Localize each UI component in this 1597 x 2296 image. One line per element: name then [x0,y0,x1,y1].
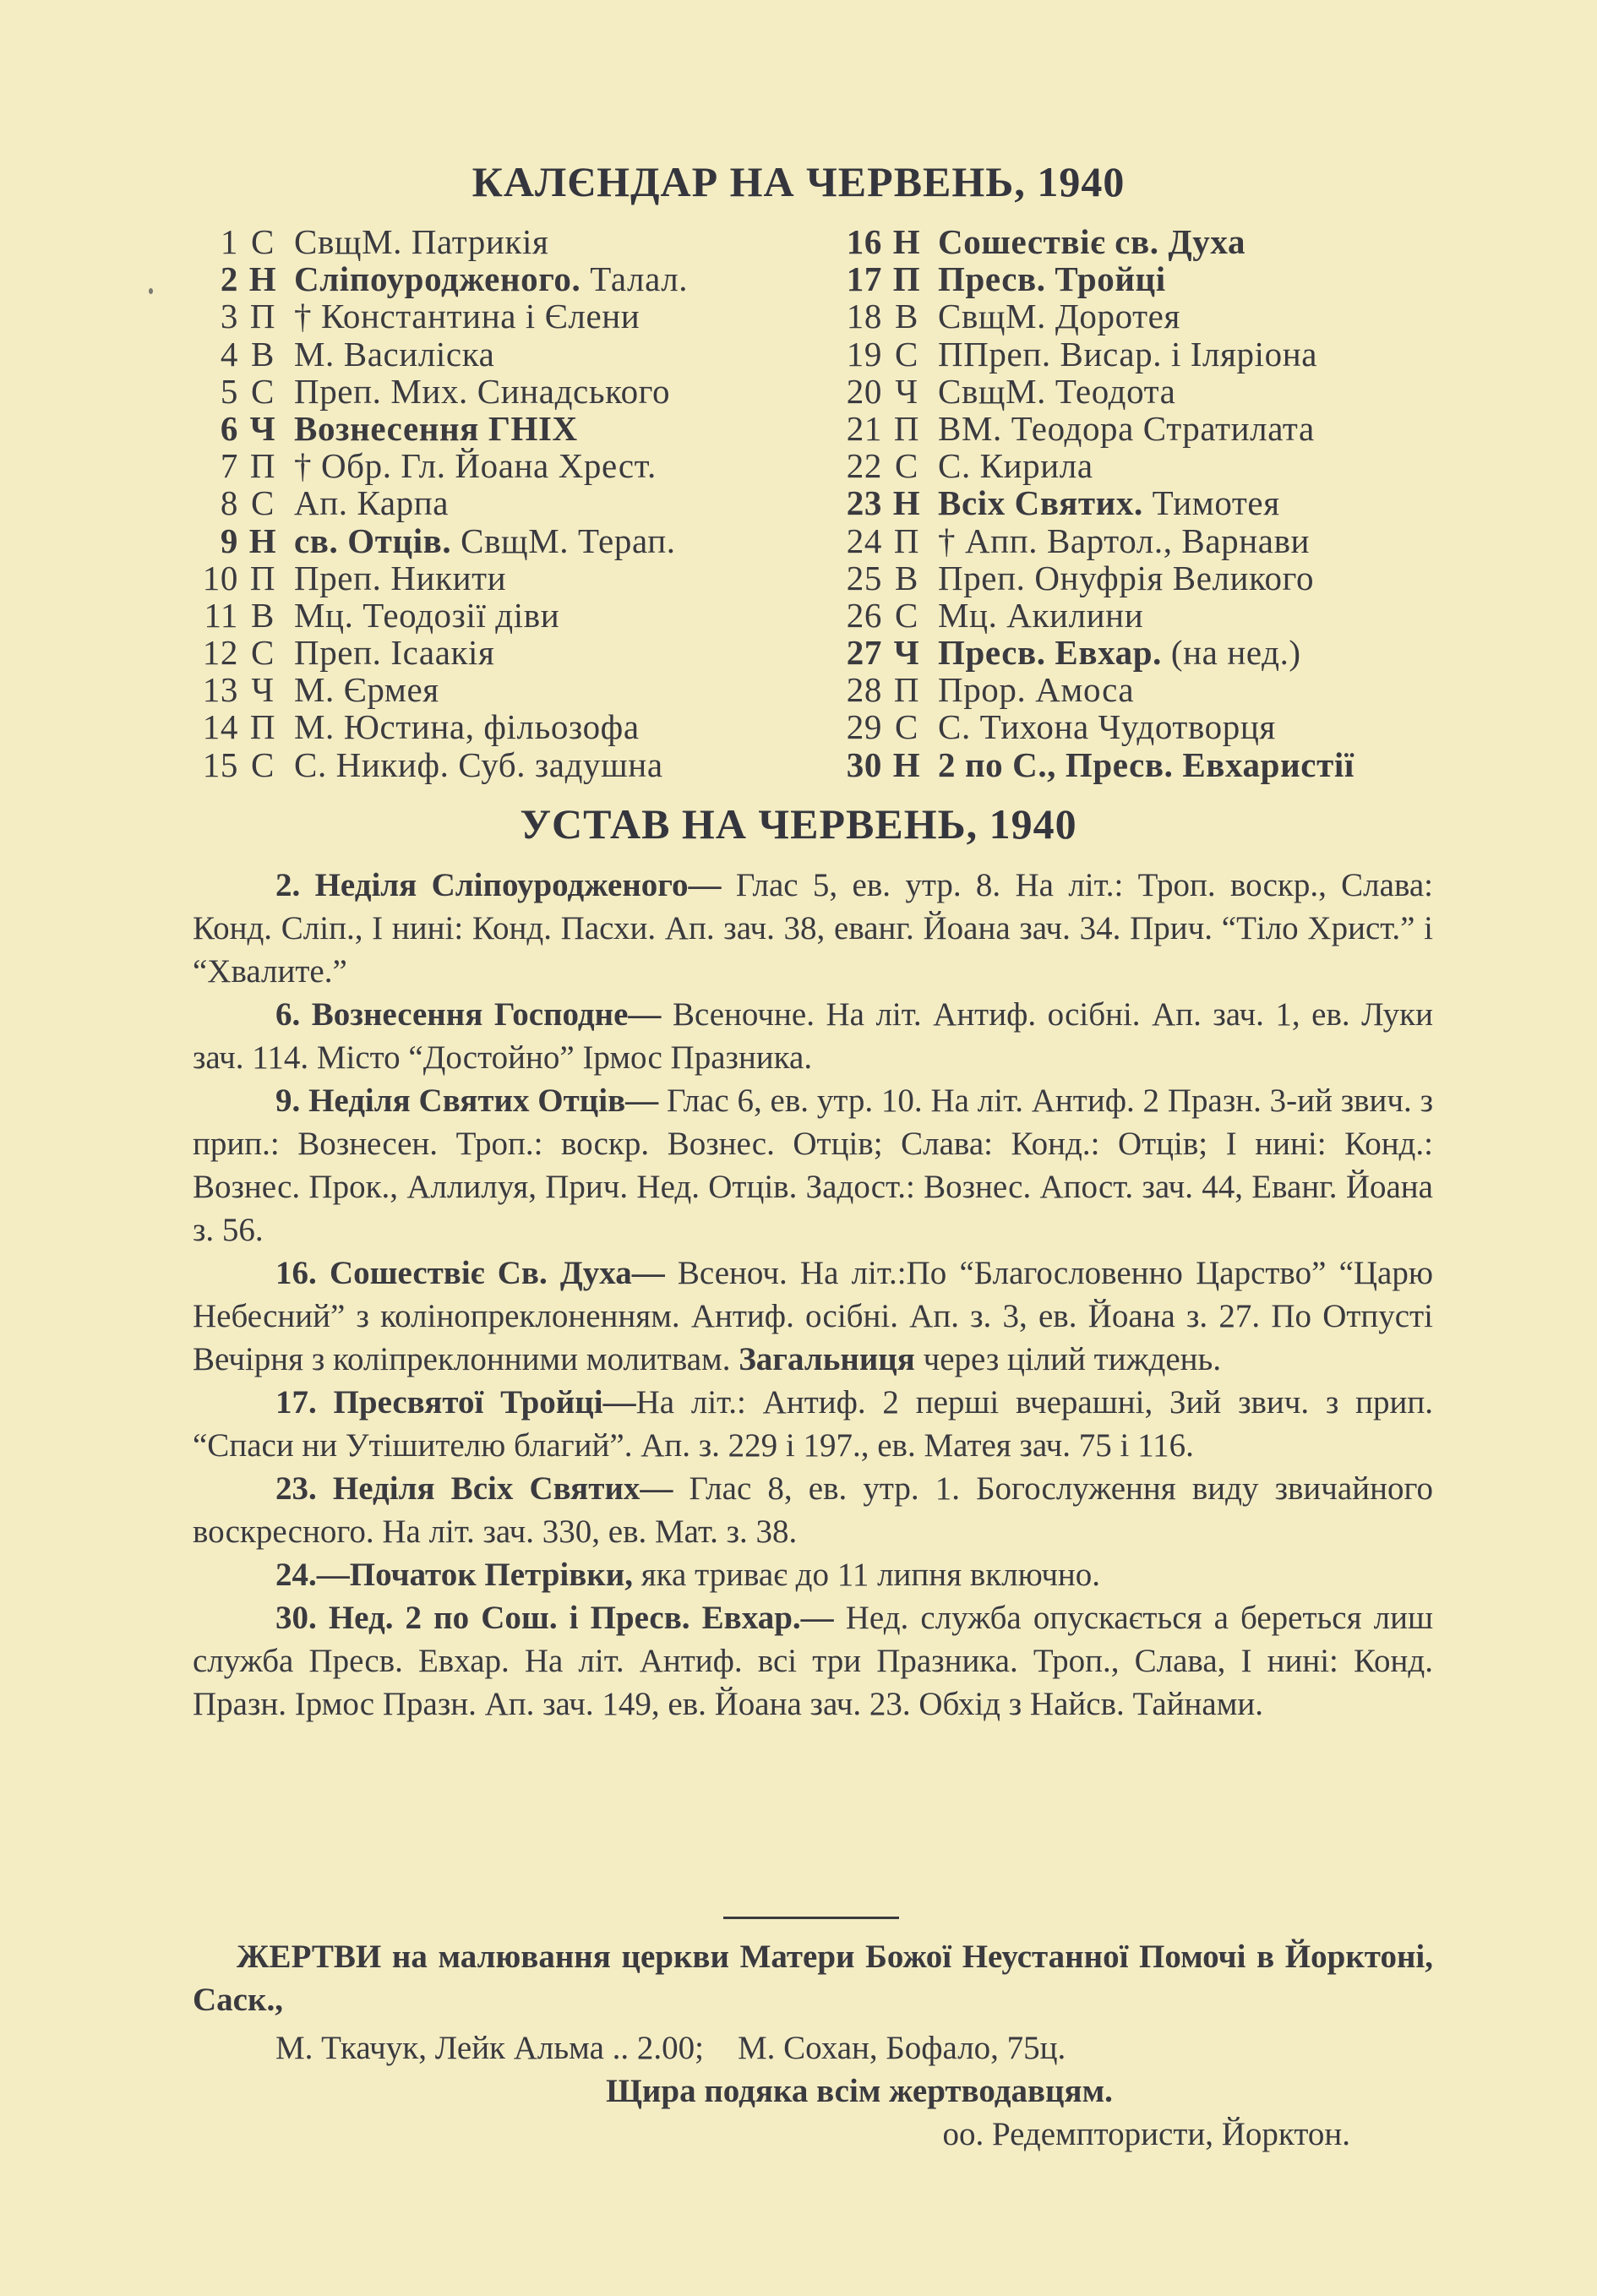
day-of-week: В [251,334,275,374]
day-feast [294,372,670,411]
day-feast [938,745,1354,784]
day-of-week: С [251,222,275,261]
ustav-paragraph [193,1079,1433,1252]
ustav-text: через цілий тиждень. [914,1341,1222,1377]
calendar-row [196,223,813,260]
day-number: 18 [846,297,882,336]
donation-item: М. Ткачук, Лейк Альма .. 2.00; [275,2030,704,2066]
calendar-row [840,746,1457,783]
calendar-row [196,746,813,783]
day-number: 23 [846,483,882,523]
feast-text: Мц. Теодозії діви [294,595,560,635]
ustav-heading: 17. Пресвятої Тройці— [275,1384,636,1421]
day-number: 29 [846,707,882,747]
calendar-row [840,522,1457,559]
calendar-row [196,559,813,597]
ustav-heading: 23. Неділя Всіх Святих— [275,1470,673,1507]
day-of-week: Н [892,483,921,523]
ustav-heading: 2. Неділя Сліпоуродженого— [275,867,722,903]
day-feast [938,222,1245,261]
ustav-heading: 6. Вознесення Господне— [275,996,662,1033]
feast-text: Преп. Никити [294,558,507,597]
day-number: 27 [846,633,882,673]
day-feast [938,409,1315,448]
ustav-text: Нед. служба опускається а береться лиш служба Пресв. Евхар. На літ. Антиф. всі три Празника. Троп., Слава, І нині: Конд. Празн. Ірмос Празн. Ап. зач. 149, ев. Йоана зач. 23. Обхід з Найсв. Тайнами. [193,1600,1433,1722]
ustav-paragraph [193,1252,1433,1381]
day-number: 2 [220,259,238,299]
day-number: 15 [202,744,238,784]
ustav-text: Всеноч. На літ.:По “Благословенно Царство” “Царю Небесний” з колінопреклоненням. Антиф. осібні. Ап. з. 3, ев. Йоана з. 27. По Отпусті Вечірня з коліпреклонними молитвам. [193,1255,1433,1377]
feast-text: М. Василіска [294,334,495,374]
calendar-row [196,447,813,484]
day-feast [294,707,640,746]
calendar-title: КАЛЄНДАР НА ЧЕРВЕНЬ, 1940 [471,158,1126,205]
ustav-heading: 30. Нед. 2 по Сош. і Пресв. Евхар.— [275,1600,834,1636]
day-of-week: С [251,483,275,523]
day-feast [294,483,449,522]
day-number: 12 [202,633,238,673]
feast-text: Преп. Ісаакія [294,633,495,673]
ustav-text: Глас 6, ев. утр. 10. На літ. Антиф. 2 Празн. 3-ий звич. з прип.: Вознесен. Троп.: воскр. Вознес. Отців; Слава: Конд.: Отців; І нині: Конд.: Вознес. Прок., Аллилуя, Прич. Нед. Отців. Задост.: Вознес. Апост. зач. 44, Еванг. Йоана з. 56. [193,1083,1433,1248]
calendar-row [196,708,813,745]
day-of-week: Ч [893,633,920,673]
feast-text: С. Тихона Чудотворця [938,707,1276,747]
day-feast [938,372,1175,411]
calendar-row [196,671,813,708]
feast-text: † Апп. Вартол., Варнави [938,521,1311,560]
calendar-row [840,671,1457,708]
day-feast [294,633,494,672]
calendar-row [840,335,1457,373]
day-feast [294,259,688,298]
day-number: 28 [846,670,882,710]
day-number: 22 [846,446,882,486]
feast-text: СвщМ. Терап. [451,521,676,560]
day-feast [938,335,1317,374]
day-of-week: П [893,670,920,710]
feast-bold: Всіх Святих. [938,483,1143,523]
calendar-row [840,410,1457,447]
calendar-row [196,597,813,634]
donations-items [193,2026,1433,2070]
calendar-row [840,447,1457,484]
ustav-text: Глас 8, ев. утр. 1. Богослуження виду звичайного воскресного. На літ. зач. 330, ев. Мат. з. 38. [193,1470,1433,1550]
day-number: 25 [846,558,882,597]
day-feast [294,745,663,784]
day-number: 26 [846,595,882,635]
calendar-row [196,410,813,447]
day-number: 10 [202,558,238,597]
day-number: 6 [220,408,238,448]
feast-text: Преп. Мих. Синадського [294,371,671,411]
day-feast [938,483,1280,522]
feast-text: М. Юстина, фільозофа [294,707,640,747]
calendar-left-column [196,223,813,783]
feast-text: ППреп. Висар. і Іляріона [938,334,1318,374]
day-feast [294,297,640,335]
day-feast [938,670,1134,709]
day-number: 14 [202,707,238,747]
day-of-week: П [249,297,276,336]
calendar-row [840,708,1457,745]
ustav-heading: 16. Сошествіє Св. Духа— [275,1255,665,1291]
day-number: 7 [220,446,238,486]
day-number: 4 [220,334,238,374]
day-feast [938,521,1310,560]
day-feast [294,670,439,709]
day-feast [294,559,506,597]
day-of-week: Н [892,222,921,261]
day-number: 17 [846,259,882,299]
day-feast [294,222,548,261]
day-feast [938,559,1314,597]
calendar-row [196,484,813,521]
day-of-week: С [895,334,918,374]
ustav-paragraph [193,1467,1433,1553]
day-of-week: Н [248,521,277,560]
day-of-week: П [249,558,276,597]
feast-text: † Обр. Гл. Йоана Хрест. [294,446,657,486]
feast-text: Преп. Онуфрія Великого [938,558,1315,597]
ustav-paragraph [193,1596,1433,1726]
day-of-week: Ч [251,670,275,710]
feast-bold: Сошествіє св. Духа [938,222,1246,261]
feast-text: † Константина і Єлени [294,297,640,336]
day-of-week: С [895,595,918,635]
calendar-row [840,597,1457,634]
feast-bold: Пресв. Тройці [938,259,1166,299]
day-of-week: П [249,707,276,747]
day-of-week: Ч [249,408,276,448]
feast-text: Мц. Акилини [938,595,1144,635]
calendar-row [840,297,1457,335]
day-feast [294,409,578,448]
day-of-week: В [895,558,918,597]
ustav-paragraph [193,1553,1433,1596]
day-number: 5 [220,371,238,411]
feast-text: С. Никиф. Суб. задушна [294,744,663,784]
calendar-row [196,297,813,335]
day-feast [294,521,676,560]
donations-thanks: Щира подяка всім жертводавцям. [606,2073,1113,2109]
feast-text: СвщМ. Патрикія [294,222,549,261]
day-of-week: С [895,707,918,747]
divider [723,1917,899,1919]
calendar-row [196,373,813,410]
ustav-heading: Загальниця [739,1341,915,1377]
day-feast [938,633,1301,672]
calendar-row [840,634,1457,671]
feast-text: Тимотея [1142,483,1280,523]
calendar-row [196,260,813,297]
day-of-week: П [893,521,920,560]
day-feast [294,596,559,635]
day-feast [294,446,657,485]
day-of-week: Н [892,744,921,784]
ink-spot [149,288,153,294]
ustav-text: Всеночне. На літ. Антиф. осібні. Ап. зач. 1, ев. Луки зач. 114. Місто “Достойно” Ірмос Празника. [193,996,1433,1076]
feast-text: Прор. Амоса [938,670,1135,710]
feast-text: СвщМ. Теодота [938,371,1176,411]
ustav-paragraph [193,1381,1433,1467]
feast-bold: Вознесення ГНІХ [294,408,578,448]
day-feast [938,297,1180,335]
feast-bold: св. Отців. [294,521,452,560]
feast-bold: Сліпоуродженого. [294,259,581,299]
calendar-row [840,484,1457,521]
donations-signature: оо. Редемптористи, Йорктон. [942,2116,1350,2152]
feast-text: (на нед.) [1162,633,1301,673]
donations-heading: ЖЕРТВИ на малювання церкви Матери Божої Неустанної Помочі в Йорктоні, Саск., [193,1939,1433,2018]
feast-text: Ап. Карпа [294,483,450,523]
feast-text: С. Кирила [938,446,1093,486]
ustav-body [193,864,1433,1726]
ustav-paragraph [193,864,1433,993]
day-feast [938,707,1276,746]
day-of-week: С [895,446,918,486]
feast-text: ВМ. Теодора Стратилата [938,408,1315,448]
feast-text: М. Єрмея [294,670,439,710]
day-number: 13 [202,670,238,710]
calendar-row [840,260,1457,297]
ustav-text: На літ.: Антиф. 2 перші вчерашні, Зий звич. з прип. “Спаси ни Утішителю благий”. Ап. з. 229 і 197., ев. Матея зач. 75 і 116. [193,1384,1433,1464]
day-number: 30 [846,744,882,784]
day-number: 24 [846,521,882,560]
feast-text: Талал. [580,259,689,299]
calendar-row [840,223,1457,260]
day-of-week: В [251,595,275,635]
day-of-week: С [251,371,275,411]
ustav-paragraph [193,993,1433,1079]
feast-bold: Пресв. Евхар. [938,633,1163,673]
day-number: 21 [846,408,882,448]
day-number: 1 [220,222,238,261]
ustav-heading: 24.—Початок Петрівки, [275,1557,633,1593]
feast-bold: 2 по С., Пресв. Евхаристії [938,744,1354,784]
day-of-week: Н [248,259,277,299]
calendar-row [196,522,813,559]
day-of-week: П [249,446,276,486]
calendar-row [196,634,813,671]
day-of-week: П [893,408,920,448]
day-feast [294,335,494,374]
day-of-week: Ч [895,371,918,411]
feast-text: СвщМ. Доротея [938,297,1180,336]
day-feast [938,446,1093,485]
day-number: 11 [204,595,238,635]
calendar-right-column [840,223,1457,783]
day-of-week: С [251,633,275,673]
day-number: 19 [846,334,882,374]
day-number: 8 [220,483,238,523]
day-of-week: С [251,744,275,784]
ustav-text: Глас 5, ев. утр. 8. На літ.: Троп. воскр., Слава: Конд. Сліп., І нині: Конд. Пасхи. Ап. зач. 38, еванг. Йоана зач. 34. Прич. “Тіло Христ.” і “Хвалите.” [193,867,1433,990]
day-number: 16 [846,222,882,261]
day-number: 3 [220,297,238,336]
calendar-row [840,559,1457,597]
day-number: 9 [220,521,238,560]
ustav-title: УСТАВ НА ЧЕРВЕНЬ, 1940 [520,800,1077,848]
calendar-row [840,373,1457,410]
day-number: 20 [846,371,882,411]
day-feast [938,596,1143,635]
day-feast [938,259,1166,298]
calendar-row [196,335,813,373]
ustav-text: яка триває до 11 липня включно. [632,1557,1101,1593]
ustav-heading: 9. Неділя Святих Отців— [275,1083,659,1119]
day-of-week: В [895,297,918,336]
day-of-week: П [892,259,921,299]
donation-item: М. Сохан, Бофало, 75ц. [737,2030,1066,2066]
donations-section [193,1935,1433,2156]
